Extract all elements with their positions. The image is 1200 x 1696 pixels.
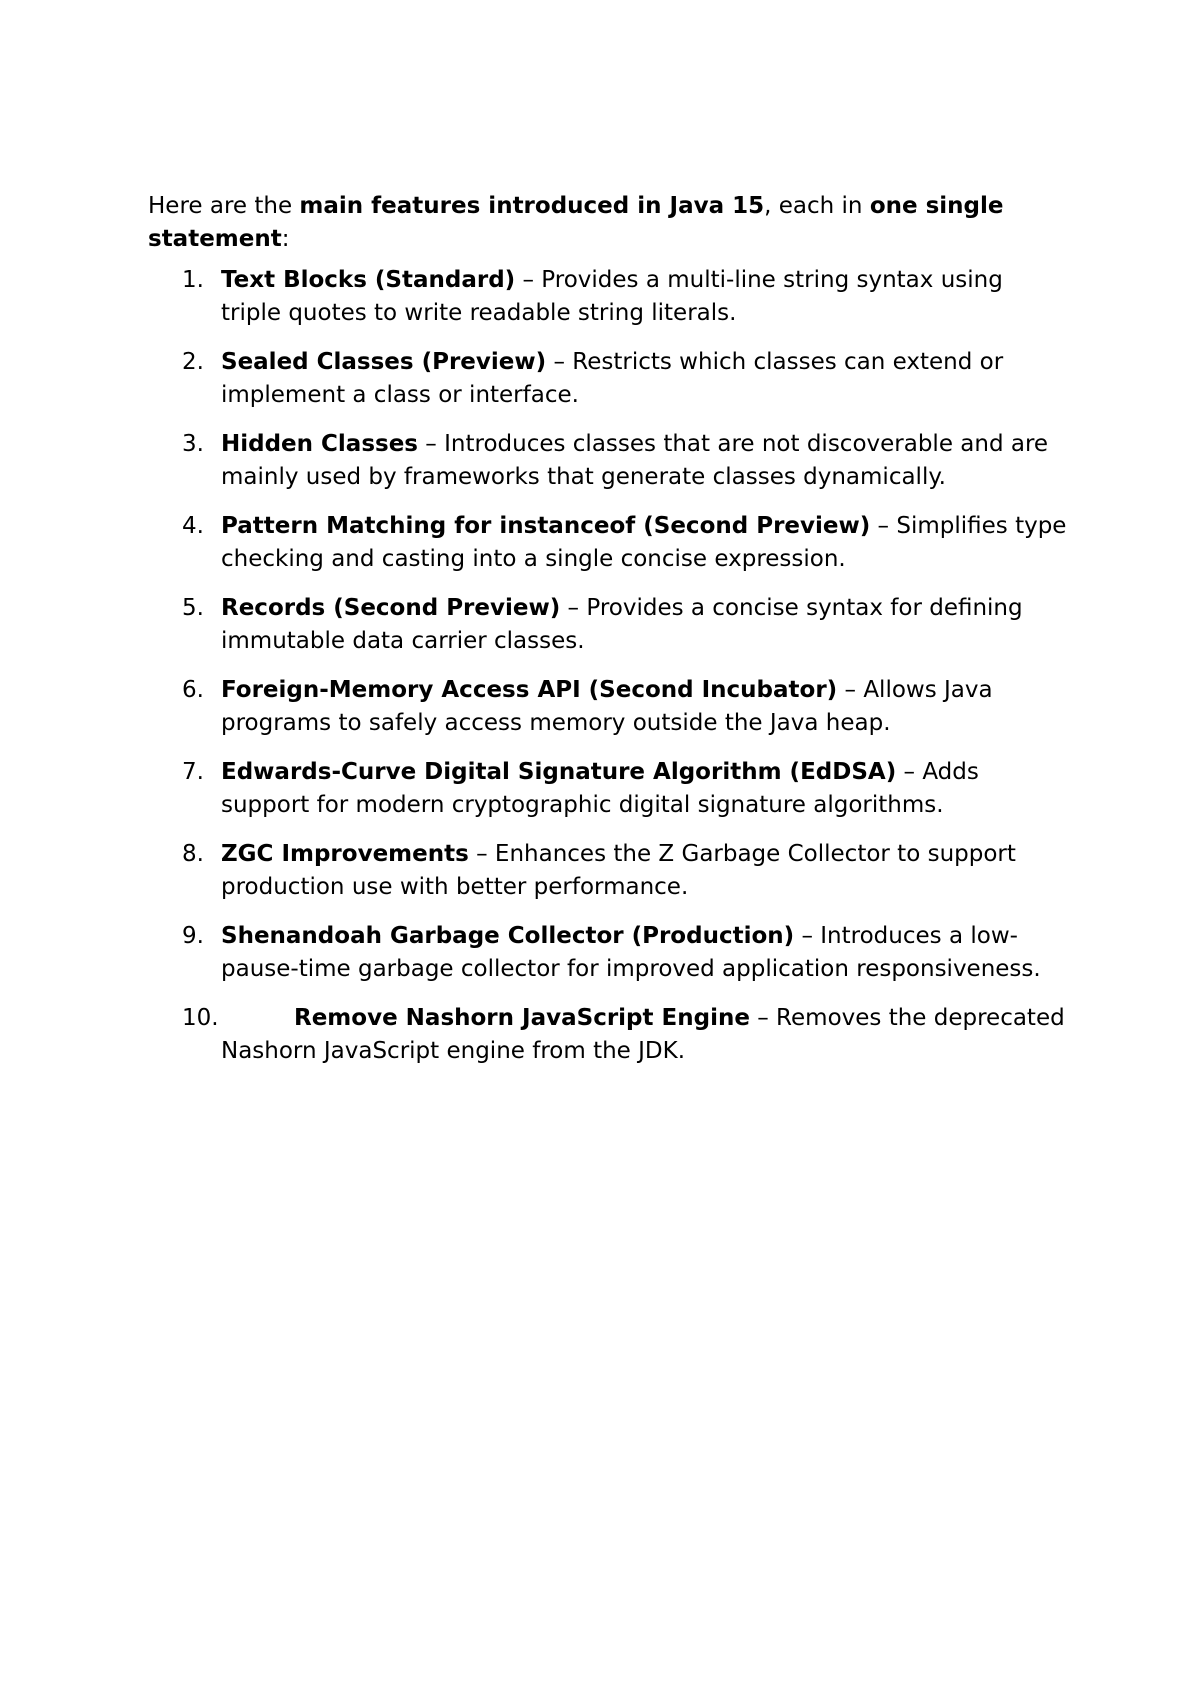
- feature-title: Edwards-Curve Digital Signature Algorithm (EdDSA): [221, 759, 897, 785]
- list-item: [148, 920, 1068, 986]
- feature-title: Records (Second Preview): [221, 595, 561, 621]
- feature-description: – Adds support for modern cryptographic digital signature algorithms.: [221, 759, 979, 818]
- feature-description: – Allows Java programs to safely access memory outside the Java heap.: [221, 677, 993, 736]
- feature-title: Sealed Classes (Preview): [221, 349, 547, 375]
- list-number: 6.: [182, 677, 204, 703]
- list-item: [148, 510, 1068, 576]
- feature-title: Foreign-Memory Access API (Second Incubator): [221, 677, 838, 703]
- feature-description: – Simplifies type checking and casting into a single concise expression.: [221, 513, 1067, 572]
- list-number: 8.: [182, 841, 204, 867]
- list-number: 3.: [182, 431, 204, 457]
- feature-description: – Restricts which classes can extend or implement a class or interface.: [221, 349, 1004, 408]
- intro-bold: main features introduced in Java 15: [299, 193, 765, 219]
- feature-description: – Provides a multi-line string syntax using triple quotes to write readable string literals.: [221, 267, 1003, 326]
- feature-description: – Introduces a low-pause-time garbage collector for improved application responsiveness.: [221, 923, 1041, 982]
- list-item: [148, 428, 1068, 494]
- feature-title: Text Blocks (Standard): [221, 267, 516, 293]
- list-number: 9.: [182, 923, 204, 949]
- list-item: [148, 838, 1068, 904]
- list-item: [148, 264, 1068, 330]
- list-item: [148, 674, 1068, 740]
- intro-text: :: [281, 226, 290, 252]
- feature-list: [148, 264, 1068, 1068]
- list-number: 4.: [182, 513, 204, 539]
- list-number: 7.: [182, 759, 204, 785]
- feature-description: – Provides a concise syntax for defining immutable data carrier classes.: [221, 595, 1023, 654]
- intro-text: Here are the: [148, 193, 300, 219]
- list-item: [148, 346, 1068, 412]
- feature-title: Shenandoah Garbage Collector (Production): [221, 923, 795, 949]
- list-number: 10.: [182, 1005, 219, 1031]
- feature-description: – Enhances the Z Garbage Collector to support production use with better performance.: [221, 841, 1016, 900]
- feature-title: ZGC Improvements: [221, 841, 469, 867]
- list-item: [148, 592, 1068, 658]
- list-number: 5.: [182, 595, 204, 621]
- feature-title: Hidden Classes: [221, 431, 418, 457]
- document-body: [148, 190, 1068, 1084]
- intro-paragraph: [148, 190, 1068, 256]
- list-number: 1.: [182, 267, 204, 293]
- feature-description: – Introduces classes that are not discoverable and are mainly used by frameworks that generate classes dynamically.: [221, 431, 1049, 490]
- list-number: 2.: [182, 349, 204, 375]
- list-item: [148, 756, 1068, 822]
- intro-bold: one single statement: [148, 193, 1004, 252]
- intro-text: , each in: [764, 193, 870, 219]
- feature-description: – Removes the deprecated Nashorn JavaScript engine from the JDK.: [221, 1005, 1065, 1064]
- feature-title: Remove Nashorn JavaScript Engine: [294, 1005, 750, 1031]
- feature-title: Pattern Matching for instanceof (Second Preview): [221, 513, 871, 539]
- list-item: [148, 1002, 1068, 1068]
